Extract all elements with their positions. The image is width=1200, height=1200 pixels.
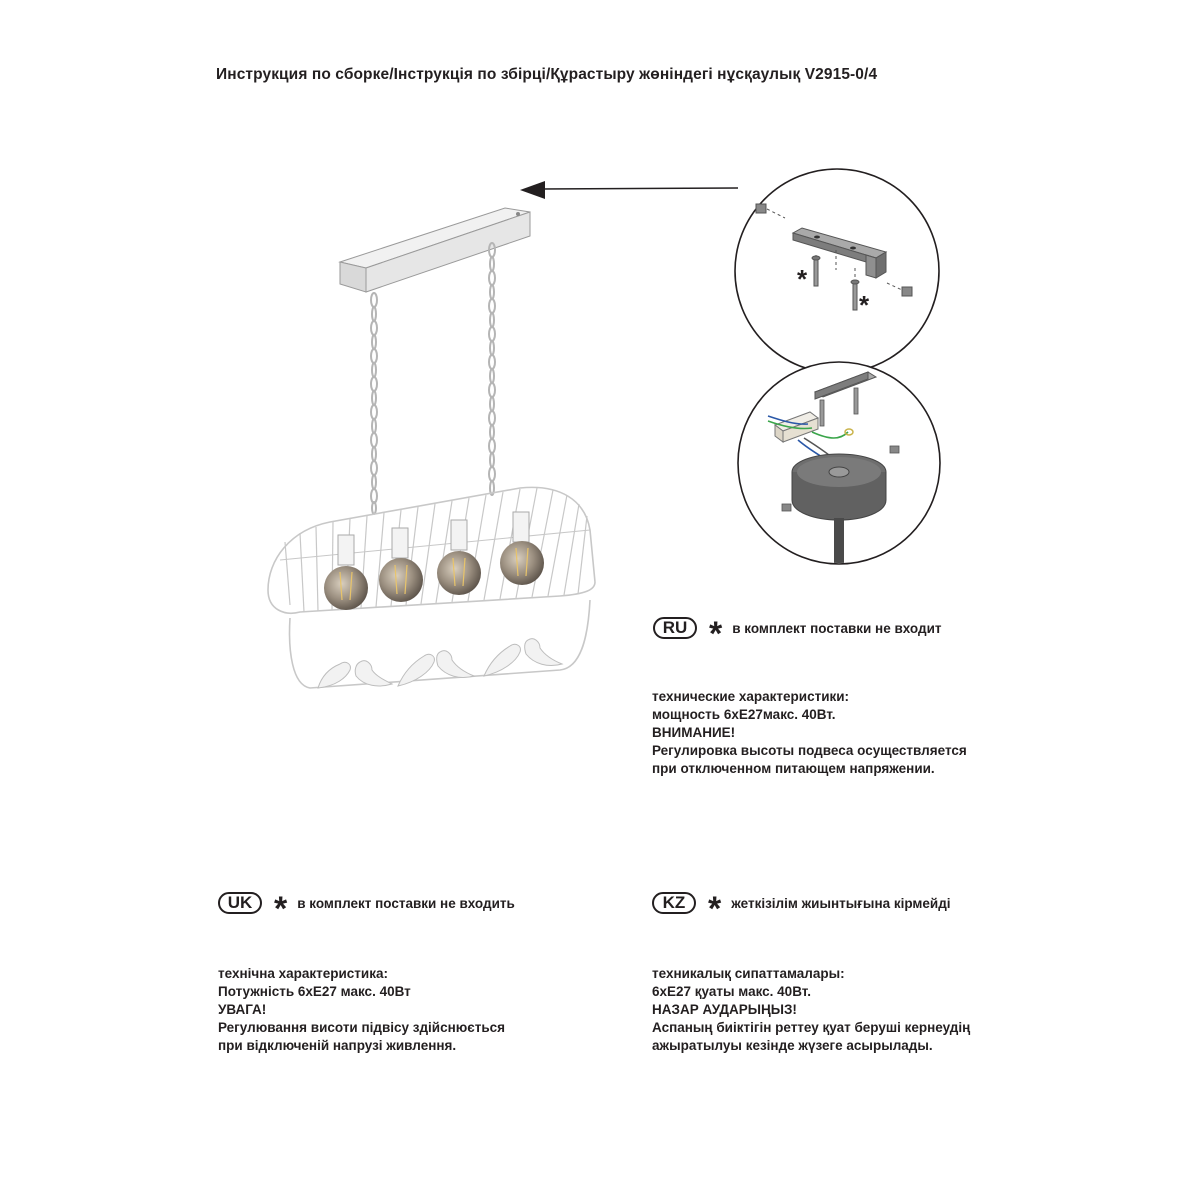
lamp-2 [379, 528, 423, 602]
ceiling-canopy [340, 208, 530, 292]
warning-text-uk-1: Регулювання висоти підвісу здійснюється [218, 1020, 506, 1035]
warning-text-ru-1: Регулировка высоты подвеса осуществляется [652, 743, 967, 758]
chandelier-illustration [250, 195, 620, 705]
page-title: Инструкция по сборке/Інструкція по збірці/Құрастыру жөніндегі нұсқаулық V2915-0/4 [216, 66, 878, 83]
left-arrow-icon [518, 180, 740, 200]
suspension-chain-right [489, 243, 495, 495]
warning-text-kz-1: Аспаның биіктігін реттеу қуат беруші кернеудің [652, 1020, 971, 1035]
spec-heading-uk: технічна характеристика: [218, 966, 388, 981]
spec-heading-kz: техникалық сипаттамалары: [652, 966, 845, 981]
star-marker: * [797, 264, 808, 294]
bird-figure [318, 662, 350, 688]
spec-power-ru: мощность 6хЕ27макс. 40Вт. [652, 707, 836, 722]
spec-power-uk: Потужність 6хЕ27 макс. 40Вт [218, 984, 411, 999]
section-kz-header [652, 890, 951, 928]
spec-block-kz [652, 965, 970, 1055]
warning-title-uk: УВАГА! [218, 1002, 267, 1017]
bird-figure [484, 644, 520, 676]
star-marker: * [709, 615, 723, 653]
lang-badge-ru: RU [653, 617, 697, 639]
lamp-1 [324, 535, 368, 610]
bird-figure [398, 654, 434, 686]
lang-badge-kz: KZ [652, 892, 696, 914]
not-included-note-kz: жеткізілім жиынтығына кірмейді [731, 895, 951, 911]
bird-figure [525, 639, 562, 666]
star-marker: * [274, 890, 288, 928]
mounting-bracket-detail [733, 168, 943, 378]
lang-badge-uk: UK [218, 892, 262, 914]
lamp-3 [437, 520, 481, 595]
lamp-4 [500, 512, 544, 585]
spec-block-uk [218, 965, 505, 1055]
section-uk-header [218, 890, 515, 928]
not-included-note-ru: в комплект поставки не входит [732, 620, 942, 636]
section-ru-header [653, 615, 942, 653]
suspension-chain-left [371, 293, 377, 514]
warning-title-kz: НАЗАР АУДАРЫҢЫЗ! [652, 1002, 797, 1017]
star-marker: * [859, 290, 870, 320]
warning-title-ru: ВНИМАНИЕ! [652, 725, 736, 740]
not-included-note-uk: в комплект поставки не входить [297, 895, 515, 911]
spec-heading-ru: технические характеристики: [652, 689, 850, 704]
spec-power-kz: 6хЕ27 қуаты макс. 40Вт. [652, 984, 811, 999]
star-marker: * [708, 890, 722, 928]
wiring-detail [735, 360, 945, 570]
warning-text-uk-2: при відключеній напрузі живлення. [218, 1038, 457, 1053]
bird-figure [355, 661, 392, 686]
spec-block-ru [652, 688, 967, 778]
bird-figure [437, 651, 474, 678]
warning-text-kz-2: ажыратылуы кезінде жүзеге асырылады. [652, 1038, 933, 1053]
warning-text-ru-2: при отключенном питающем напряжении. [652, 761, 935, 776]
